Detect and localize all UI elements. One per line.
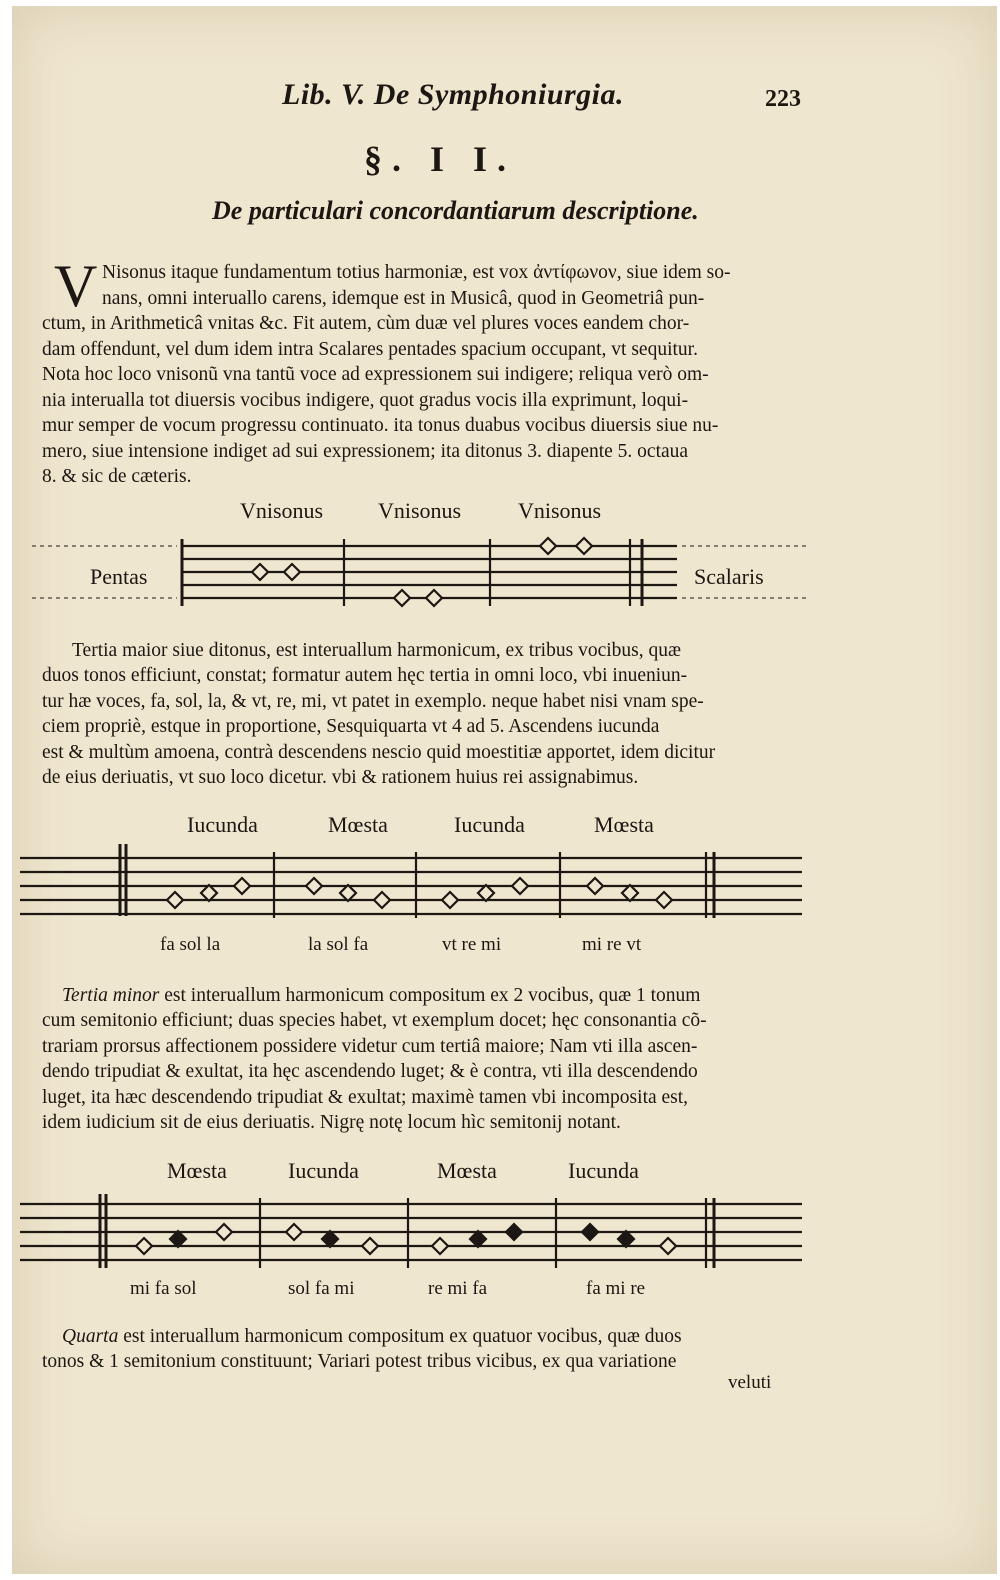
label-pentas: Pentas [90, 564, 148, 589]
label-unison-3: Vnisonus [518, 498, 602, 523]
text-line: mero, siue intensione indiget ad sui expressionem; ita ditonus 3. diapente 5. octaua [42, 440, 689, 462]
syllables-3: vt re mi [442, 934, 502, 955]
section-title: De particulari concordantiarum descriptione. [212, 196, 699, 225]
paragraph-fourth-cont [42, 1349, 817, 1375]
label-iucunda-3: Iucunda [288, 1158, 359, 1183]
term-quarta: Quarta [62, 1326, 119, 1347]
text-line: duos tonos efficiunt, constat; formatur autem hęc tertia in omni loco, vbi inueniun- [42, 665, 688, 686]
label-unison-1: Vnisonus [240, 498, 324, 523]
text-run: est interuallum harmonicum compositum ex 2 vocibus, quæ 1 tonum [159, 985, 701, 1006]
label-iucunda-2: Iucunda [454, 812, 525, 837]
syllables-4: mi re vt [582, 934, 642, 955]
text-line: mur semper de vocum progressu continuato. ita tonus duabus vocibus diuersis siue nu- [42, 415, 719, 436]
syllables-2: la sol fa [308, 934, 369, 955]
label-unison-2: Vnisonus [378, 498, 462, 523]
book-page [12, 6, 997, 1574]
text-line: trariam prorsus affectionem possidere videtur cum tertiâ maiore; Nam vti illa ascen- [42, 1035, 698, 1057]
text-line: ciem propriè, estque in proportione, Sesquiquarta vt 4 ad 5. Ascendens iucunda [42, 716, 660, 737]
text-line: luget, ita hæc descendendo tripudiat & exultat; maximè tamen vbi incomposita est, [42, 1086, 689, 1108]
page-number: 223 [765, 86, 801, 112]
text-line: tonos & 1 semitonium constituunt; Variari potest tribus vicibus, ex qua variatione [42, 1351, 677, 1372]
term-tertia-minor: Tertia minor [62, 985, 160, 1006]
text-line: est & multùm amoena, contrà descendens nescio quid moestitiæ apportet, idem dicitur [42, 741, 716, 763]
label-scalaris: Scalaris [694, 564, 764, 589]
syllables-5: mi fa sol [130, 1278, 197, 1299]
running-title: Lib. V. De Symphoniurgia. [282, 78, 625, 111]
text-line: cum semitonio efficiunt; duas species habet, vt exemplum docet; hęc consonantia cõ- [42, 1010, 707, 1031]
syllables-7: re mi fa [428, 1278, 488, 1299]
syllables-8: fa mi re [586, 1278, 646, 1299]
text-line: dam offendunt, vel dum idem intra Scalares pentades spacium occupant, vt sequitur. [42, 338, 698, 360]
label-moesta-3: Mœsta [167, 1158, 227, 1183]
section-mark: §. I I. [364, 139, 517, 179]
label-iucunda-4: Iucunda [568, 1158, 639, 1183]
text-line: nans, omni interuallo carens, idemque est in Musicâ, quod in Geometriâ pun- [102, 287, 705, 309]
text-line: ctum, in Arithmeticâ vnitas &c. Fit autem, cùm duæ vel plures voces eandem chor- [42, 313, 690, 334]
text-line: idem iudicium sit de eius deriuatis. Nigrę notę locum hìc semitonij notant. [42, 1112, 621, 1133]
label-moesta-2: Mœsta [594, 812, 654, 837]
syllables-1: fa sol la [160, 934, 221, 955]
label-iucunda-1: Iucunda [187, 812, 258, 837]
text-line: nia interualla tot diuersis vocibus indigere, quot gradus vocis illa exprimunt, loqui- [42, 389, 689, 411]
label-moesta-4: Mœsta [437, 1158, 497, 1183]
text-run: est interuallum harmonicum compositum ex quatuor vocibus, quæ duos [118, 1326, 682, 1347]
text-line: dendo tripudiat & exultat, ita hęc ascendendo luget; & è contra, vti illa descendendo [42, 1061, 698, 1082]
text-line [42, 1324, 817, 1350]
text-line: tur hæ voces, fa, sol, la, & vt, re, mi, vt patet in exemplo. neque habet nisi vnam spe- [42, 690, 704, 712]
catchword: veluti [728, 1372, 772, 1393]
text-line: Nota hoc loco vnisonũ vna tantũ voce ad expressionem sui indigere; reliqua verò om- [42, 364, 709, 385]
text-line: de eius deriuatis, vt suo loco dicetur. vbi & rationem huius rei assignabimus. [42, 767, 639, 788]
text-line: Tertia maior siue ditonus, est interuallum harmonicum, ex tribus vocibus, quæ [72, 640, 681, 661]
text-line: Nisonus itaque fundamentum totius harmoniæ, est vox ἀντίφωνον, siue idem so- [102, 262, 731, 283]
syllables-6: sol fa mi [288, 1278, 355, 1299]
label-moesta-1: Mœsta [328, 812, 388, 837]
drop-cap: V [54, 253, 98, 319]
text-line: 8. & sic de cæteris. [42, 466, 192, 487]
paragraph-fourth [42, 1324, 817, 1350]
